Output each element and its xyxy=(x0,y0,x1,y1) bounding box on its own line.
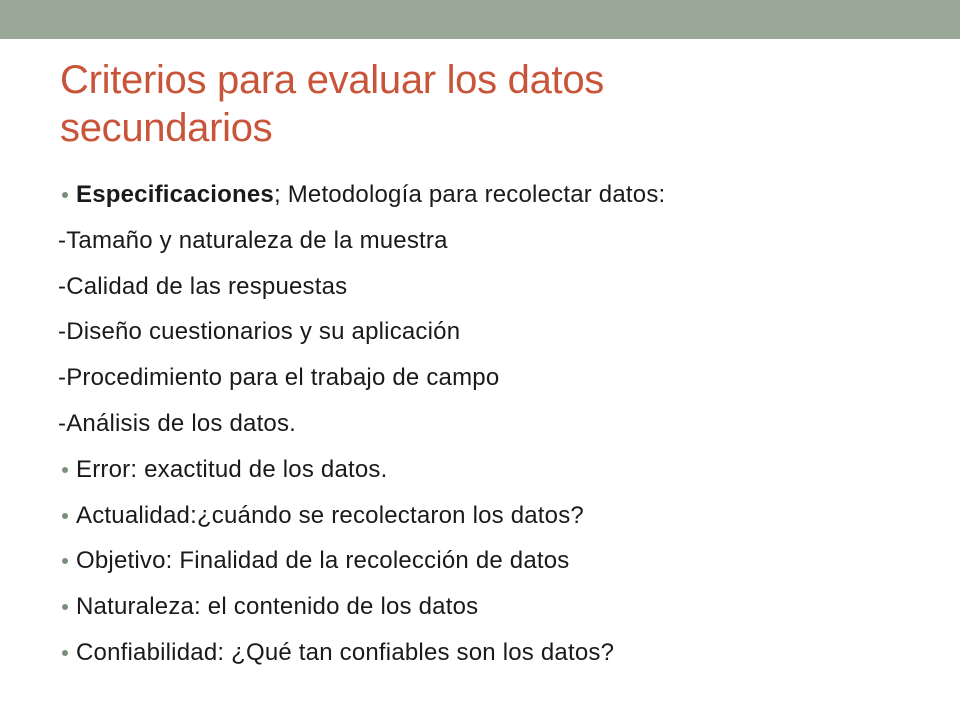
top-accent-bar xyxy=(0,0,960,39)
slide-title xyxy=(60,56,920,152)
bullet-text: ; Metodología para recolectar datos: xyxy=(273,181,666,208)
bullet-item xyxy=(58,584,938,630)
title-line-1: Criterios para evaluar los datos xyxy=(60,58,604,102)
bullet-dot-icon xyxy=(62,192,68,198)
bullet-dot-icon xyxy=(62,650,68,656)
sub-item: -Análisis de los datos. xyxy=(58,409,297,437)
bullet-text: Error: exactitud de los datos. xyxy=(76,455,388,483)
title-line-2: secundarios xyxy=(60,106,273,150)
bullet-text: Confiabilidad: ¿Qué tan confiables son los datos? xyxy=(76,638,615,666)
bullet-dot-icon xyxy=(62,558,68,564)
sub-item: -Tamaño y naturaleza de la muestra xyxy=(58,226,448,254)
bullet-especificaciones xyxy=(58,172,938,218)
bullet-item xyxy=(58,630,938,676)
bullet-dot-icon xyxy=(62,604,68,610)
bullet-item xyxy=(58,493,938,539)
bullet-dot-icon xyxy=(62,467,68,473)
slide-content xyxy=(58,172,938,676)
bullet-text: Naturaleza: el contenido de los datos xyxy=(76,593,479,621)
sub-item: -Calidad de las respuestas xyxy=(58,272,348,300)
bullet-item xyxy=(58,447,938,493)
sub-item: -Procedimiento para el trabajo de campo xyxy=(58,364,500,392)
sub-item: -Diseño cuestionarios y su aplicación xyxy=(58,318,461,346)
bullet-bold-term: Especificaciones xyxy=(76,181,274,208)
bullet-text: Objetivo: Finalidad de la recolección de datos xyxy=(76,547,570,575)
bullet-text: Actualidad:¿cuándo se recolectaron los datos? xyxy=(76,501,584,529)
bullet-item xyxy=(58,538,938,584)
bullet-dot-icon xyxy=(62,513,68,519)
